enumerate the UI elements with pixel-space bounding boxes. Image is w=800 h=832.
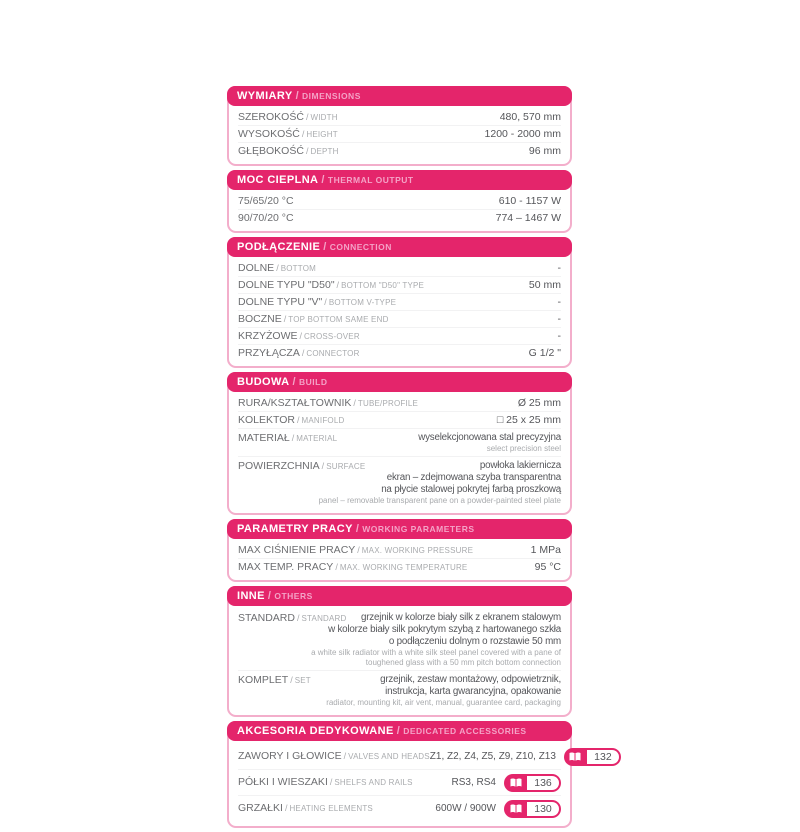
- catalog-page-number: 130: [527, 800, 561, 818]
- section-working-parameters: [227, 519, 572, 582]
- spec-row-height: [238, 125, 561, 142]
- spec-label-en: SHELFS AND RAILS: [334, 778, 413, 787]
- spec-row-90-70-20: [238, 209, 561, 226]
- spec-label-en: CONNECTOR: [306, 348, 360, 358]
- section-header: [227, 170, 572, 190]
- section-body: [229, 190, 570, 231]
- catalog-page-number: 132: [587, 748, 621, 766]
- separator: /: [353, 397, 356, 408]
- spec-row-cross-over: [238, 327, 561, 344]
- separator: /: [329, 777, 333, 787]
- spec-label-pl: WYSOKOŚĆ: [238, 127, 300, 140]
- spec-value: Ø 25 mm: [517, 396, 561, 409]
- spec-label-en: WIDTH: [310, 112, 338, 122]
- spec-label-pl: KOLEKTOR: [238, 413, 295, 426]
- section-others: [227, 586, 572, 717]
- spec-value: G 1/2 ": [528, 346, 561, 359]
- separator: /: [283, 313, 287, 324]
- section-title-pl: WYMIARY: [237, 90, 293, 102]
- spec-value-line: o podłączeniu dolnym o rozstawie 50 mm: [388, 635, 561, 647]
- spec-label-en: HEIGHT: [306, 129, 338, 139]
- spec-label-en: STANDARD: [301, 614, 347, 623]
- separator: /: [296, 613, 300, 623]
- spec-label-en: MATERIAL: [296, 434, 338, 443]
- separator: /: [295, 90, 300, 102]
- spec-label: [238, 111, 338, 124]
- spec-label-en: TOP BOTTOM SAME END: [288, 314, 389, 324]
- separator: /: [321, 461, 325, 471]
- separator: /: [297, 414, 300, 425]
- spec-label: [238, 776, 413, 789]
- spec-value-en: radiator, mounting kit, air vent, manual, guarantee card, packaging: [326, 697, 561, 707]
- section-header: [227, 86, 572, 106]
- spec-value: 95 °C: [534, 560, 561, 573]
- spec-value: Z1, Z2, Z4, Z5, Z9, Z10, Z13: [429, 751, 556, 762]
- accessory-value-group: [435, 800, 561, 818]
- spec-value: 96 mm: [528, 144, 561, 157]
- spec-label-en: SET: [294, 676, 311, 685]
- catalog-page-number: 136: [527, 774, 561, 792]
- spec-label-en: MAX. WORKING PRESSURE: [361, 545, 474, 555]
- spec-label: [238, 612, 347, 625]
- spec-label: [238, 195, 294, 208]
- spec-label-pl: GŁĘBOKOŚĆ: [238, 144, 304, 157]
- separator: /: [267, 590, 272, 602]
- separator: /: [343, 751, 347, 761]
- spec-value: 600W / 900W: [435, 803, 496, 814]
- spec-value-line: wyselekcjonowana stal precyzyjna: [418, 431, 561, 443]
- section-body: [229, 539, 570, 580]
- spec-row-side: [238, 310, 561, 327]
- separator: /: [299, 330, 303, 341]
- spec-label-pl: 75/65/20 °C: [238, 194, 294, 207]
- spec-value-line: grzejnik w kolorze biały silk z ekranem stalowym: [360, 611, 561, 623]
- book-icon: [564, 748, 587, 766]
- section-title-pl: MOC CIEPLNA: [237, 174, 319, 186]
- spec-label: [238, 279, 424, 292]
- spec-label-en: MANIFOLD: [301, 415, 345, 425]
- separator: /: [321, 174, 325, 186]
- spec-row-material: [238, 428, 561, 456]
- separator: /: [305, 145, 309, 156]
- spec-row-bottom-d50: [238, 276, 561, 293]
- section-body: [229, 257, 570, 366]
- spec-value: 610 - 1157 W: [498, 194, 561, 207]
- separator: /: [335, 561, 338, 572]
- section-header: [227, 519, 572, 539]
- spec-row-manifold: [238, 411, 561, 428]
- spec-label-en: VALVES AND HEADS: [348, 752, 430, 761]
- spec-label: [238, 397, 418, 410]
- spec-row-shelfs-and-rails: [238, 769, 561, 795]
- section-dimensions: [227, 86, 572, 166]
- section-body: [229, 392, 570, 513]
- spec-label: [238, 432, 337, 445]
- spec-label-pl: STANDARD: [238, 612, 295, 624]
- section-title-pl: PARAMETRY PRACY: [237, 523, 353, 535]
- section-header: [227, 237, 572, 257]
- spec-row-max-pressure: [238, 542, 561, 558]
- section-thermal-output: [227, 170, 572, 233]
- section-build: [227, 372, 572, 515]
- spec-label: [238, 145, 339, 158]
- separator: /: [276, 262, 279, 273]
- spec-label-pl: DOLNE: [238, 261, 275, 274]
- spec-label-pl: GRZAŁKI: [238, 802, 283, 814]
- spec-row-valves-and-heads: [238, 744, 612, 769]
- section-title-pl: AKCESORIA DEDYKOWANE: [237, 725, 394, 737]
- spec-row-standard: [238, 609, 561, 670]
- section-header: [227, 721, 572, 741]
- spec-value: -: [557, 295, 561, 308]
- section-title-en: OTHERS: [274, 591, 313, 601]
- section-header: [227, 372, 572, 392]
- spec-value-line: ekran – zdejmowana szyba transparentna: [386, 471, 561, 483]
- separator: /: [324, 296, 327, 307]
- spec-row-75-65-20: [238, 193, 561, 209]
- spec-value: 480, 570 mm: [499, 110, 561, 123]
- separator: /: [292, 376, 296, 388]
- section-title-en: THERMAL OUTPUT: [327, 175, 414, 185]
- spec-label: [238, 561, 467, 574]
- spec-label-en: TUBE/PROFILE: [357, 398, 419, 408]
- spec-value-line: instrukcja, karta gwarancyjna, opakowanie: [385, 685, 561, 697]
- spec-label: [238, 802, 373, 815]
- spec-label-pl: SZEROKOŚĆ: [238, 110, 304, 123]
- spec-label-pl: POWIERZCHNIA: [238, 460, 320, 472]
- spec-label-pl: PÓŁKI I WIESZAKI: [238, 776, 328, 788]
- section-title-en: DEDICATED ACCESSORIES: [403, 726, 527, 736]
- spec-value: 1200 - 2000 mm: [484, 127, 561, 140]
- spec-label-en: HEATING ELEMENTS: [289, 804, 373, 813]
- spec-row-heating-elements: [238, 795, 561, 821]
- spec-label: [238, 262, 316, 275]
- accessory-value-group: [430, 748, 621, 766]
- spec-label: [238, 296, 396, 309]
- spec-label-pl: DOLNE TYPU "V": [238, 295, 323, 308]
- spec-row-connector: [238, 344, 561, 361]
- spec-label-en: MAX. WORKING TEMPERATURE: [339, 562, 468, 572]
- spec-label-pl: MAX TEMP. PRACY: [238, 560, 334, 573]
- section-connection: [227, 237, 572, 368]
- spec-label: [238, 750, 430, 763]
- section-title-pl: BUDOWA: [237, 376, 290, 388]
- spec-label: [238, 347, 360, 360]
- separator: /: [305, 111, 309, 122]
- spec-row-depth: [238, 142, 561, 159]
- spec-value: □ 25 x 25 mm: [496, 413, 561, 426]
- spec-label-pl: MATERIAŁ: [238, 432, 290, 444]
- separator: /: [290, 675, 293, 685]
- spec-value-line: na płycie stalowej pokrytej farbą proszkową: [381, 483, 561, 495]
- spec-value: 50 mm: [528, 278, 561, 291]
- catalog-page-badge: [504, 774, 561, 792]
- spec-value: 1 MPa: [530, 543, 561, 556]
- spec-value-en: toughened glass with a 50 mm pitch bottom connection: [365, 657, 561, 667]
- spec-value: -: [557, 261, 561, 274]
- spec-row-tube-profile: [238, 395, 561, 411]
- accessory-value-group: [452, 774, 561, 792]
- spec-label-pl: KRZYŻOWE: [238, 329, 298, 342]
- spec-row-max-temperature: [238, 558, 561, 575]
- section-header: [227, 586, 572, 606]
- spec-label-pl: RURA/KSZTAŁTOWNIK: [238, 396, 352, 409]
- spec-value: RS3, RS4: [451, 777, 496, 788]
- spec-label-pl: 90/70/20 °C: [238, 211, 294, 224]
- spec-label-pl: MAX CIŚNIENIE PRACY: [238, 543, 356, 556]
- separator: /: [301, 347, 305, 358]
- separator: /: [336, 279, 340, 290]
- spec-value-en: panel – removable transparent pane on a powder-painted steel plate: [318, 495, 561, 505]
- spec-value-line: grzejnik, zestaw montażowy, odpowietrznik,: [380, 673, 561, 685]
- separator: /: [301, 128, 305, 139]
- spec-value-en: select precision steel: [486, 443, 561, 453]
- section-body: [229, 606, 570, 715]
- spec-label-pl: ZAWORY I GŁOWICE: [238, 750, 342, 762]
- section-title-en: BUILD: [298, 377, 328, 387]
- spec-value: 774 – 1467 W: [495, 211, 561, 224]
- spec-label-pl: PRZYŁĄCZA: [238, 346, 300, 359]
- spec-value-line: powłoka lakiernicza: [479, 459, 561, 471]
- book-icon: [504, 800, 527, 818]
- spec-row-width: [238, 109, 561, 125]
- spec-label-en: DEPTH: [310, 146, 339, 156]
- catalog-page-badge: [564, 748, 621, 766]
- spec-sheet: [227, 86, 612, 832]
- separator: /: [284, 803, 288, 813]
- separator: /: [291, 433, 295, 443]
- spec-label: [238, 674, 311, 687]
- spec-label-pl: BOCZNE: [238, 312, 282, 325]
- spec-row-surface: [238, 456, 561, 508]
- section-title-en: DIMENSIONS: [302, 91, 361, 101]
- spec-label-pl: DOLNE TYPU "D50": [238, 278, 335, 291]
- spec-value-en: a white silk radiator with a white silk steel panel covered with a pane of: [311, 647, 561, 657]
- separator: /: [355, 523, 360, 535]
- section-title-pl: INNE: [237, 590, 265, 602]
- spec-value: -: [557, 329, 561, 342]
- section-title-pl: PODŁĄCZENIE: [237, 241, 321, 253]
- catalog-page-badge: [504, 800, 561, 818]
- separator: /: [357, 544, 360, 555]
- section-body: [229, 106, 570, 164]
- spec-label-en: BOTTOM: [280, 263, 316, 273]
- spec-label-pl: KOMPLET: [238, 674, 289, 686]
- spec-row-bottom-v: [238, 293, 561, 310]
- book-icon: [504, 774, 527, 792]
- section-dedicated-accessories: [227, 721, 612, 828]
- section-title-en: CONNECTION: [329, 242, 392, 252]
- spec-label: [238, 414, 344, 427]
- spec-label-en: CROSS-OVER: [304, 331, 360, 341]
- separator: /: [396, 725, 401, 737]
- spec-label: [238, 313, 389, 326]
- spec-row-bottom: [238, 260, 561, 276]
- separator: /: [323, 241, 327, 253]
- spec-label: [238, 544, 473, 557]
- spec-value-line: w kolorze biały silk pokrytym szybą z hartowanego szkła: [328, 623, 561, 635]
- spec-label-en: BOTTOM V-TYPE: [328, 297, 397, 307]
- spec-label-en: SURFACE: [326, 462, 366, 471]
- spec-label-en: BOTTOM "D50" TYPE: [341, 280, 425, 290]
- spec-label: [238, 460, 365, 473]
- spec-label: [238, 330, 360, 343]
- spec-row-set: [238, 670, 561, 710]
- section-body: [229, 741, 612, 826]
- spec-label: [238, 128, 338, 141]
- spec-label: [238, 212, 294, 225]
- spec-value: -: [557, 312, 561, 325]
- section-title-en: WORKING PARAMETERS: [362, 524, 475, 534]
